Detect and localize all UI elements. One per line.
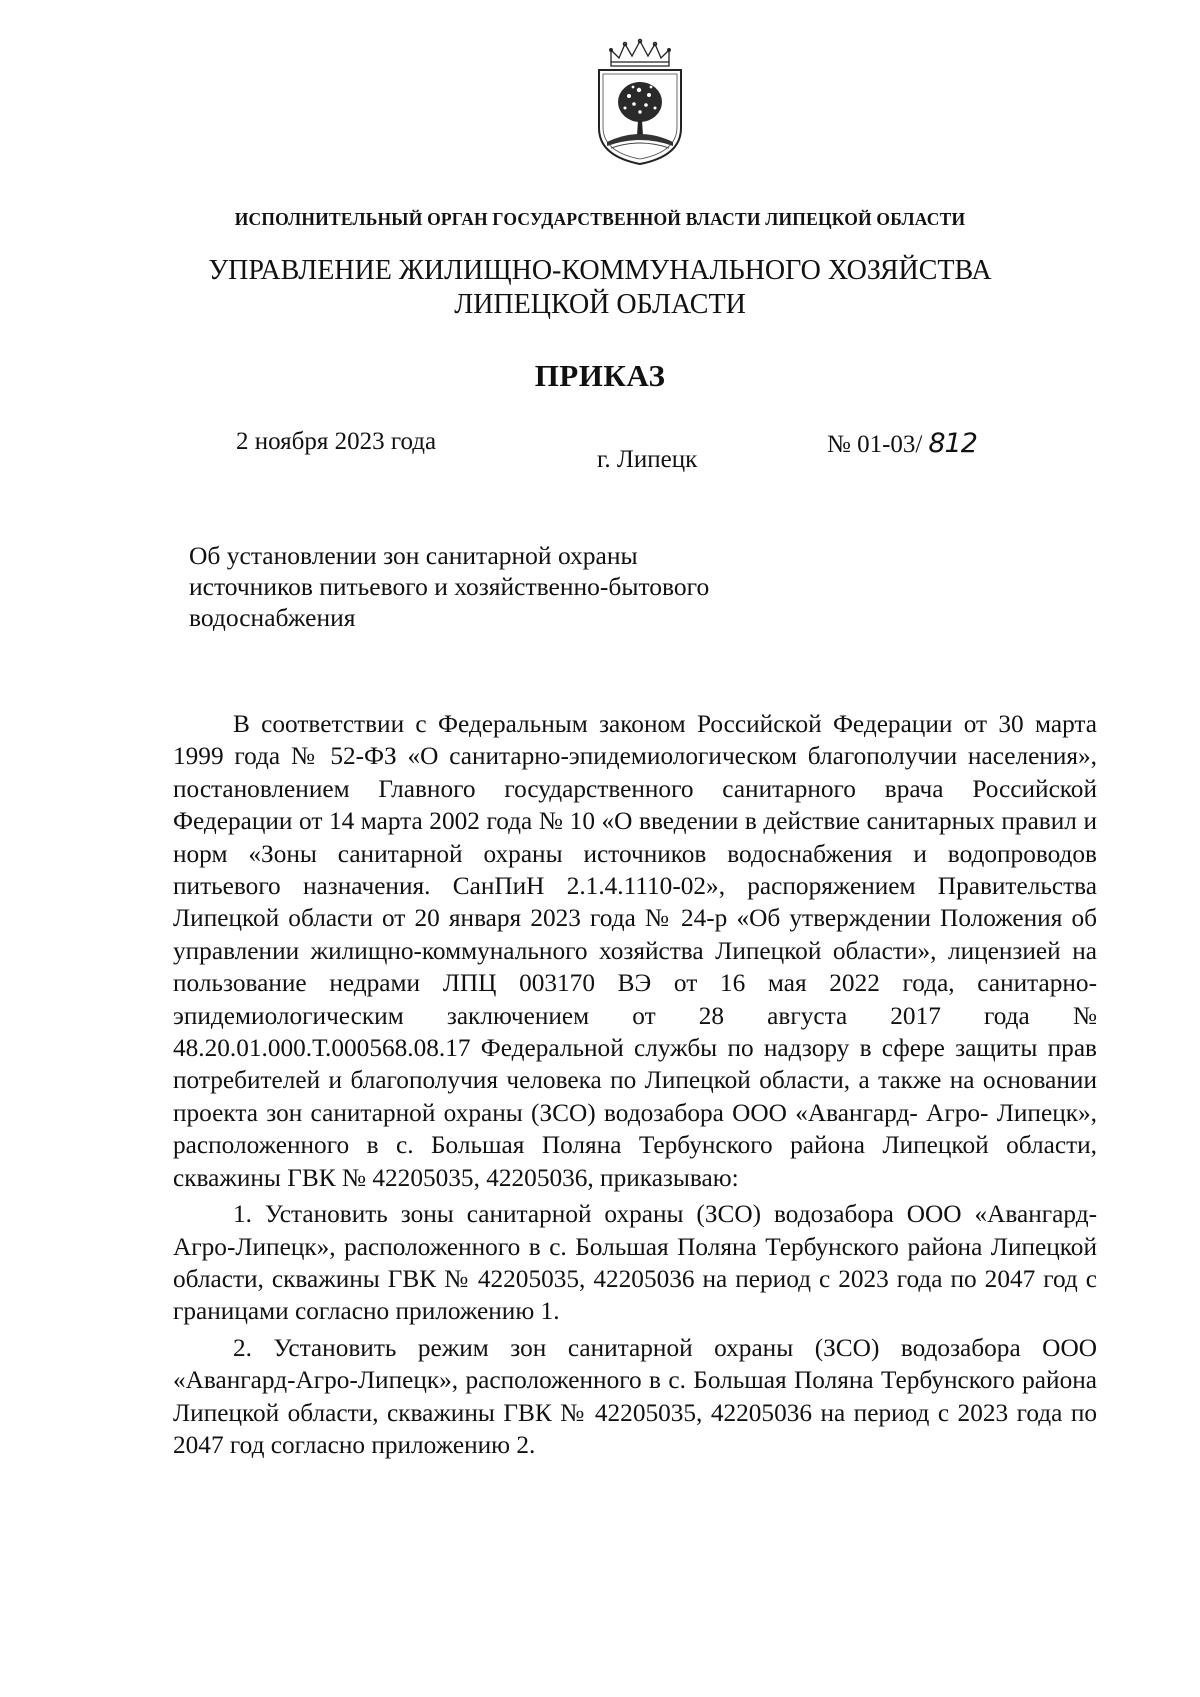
order-item-2: 2. Установить режим зон санитарной охраны (ЗСО) водозабора ООО «Авангард-Агро-Липецк», расположенного в с. Большая Поляна Тербунского района Липецкой области, скважины ГВК № 42205035, 42205036 на период с 2023 года по 2047 год согласно приложению 2. [173,1333,1097,1459]
organization-name: ИСПОЛНИТЕЛЬНЫЙ ОРГАН ГОСУДАРСТВЕННОЙ ВЛАСТИ ЛИПЕЦКОЙ ОБЛАСТИ [234,209,966,229]
department-name-line-1: УПРАВЛЕНИЕ ЖИЛИЩНО-КОММУНАЛЬНОГО ХОЗЯЙСТВА [208,255,992,286]
subject-line-2: источников питьевого и хозяйственно-бытового [189,572,710,601]
order-item-1: 1. Установить зоны санитарной охраны (ЗСО) водозабора ООО «Авангард-Агро-Липецк», расположенного в с. Большая Поляна Тербунского района Липецкой области, скважины ГВК № 42205035, 42205036 на период с 2023 года по 2047 год с границами согласно приложению 1. [173,1200,1097,1326]
document-type-title: ПРИКАЗ [534,358,666,393]
preamble-paragraph: В соответствии с Федеральным законом Российской Федерации от 30 марта 1999 года № 52-ФЗ «О санитарно-эпидемиологическом благополучии населения», постановлением Главного государственного санитарного врача Российской Федерации от 14 марта 2002 года № 10 «О введении в действие санитарных правил и норм «Зоны санитарной охраны источников водоснабжения и водопроводов питьевого назначения. СанПиН 2.1.4.1110-02», распоряжением Правительства Липецкой области от 20 января 2023 года № 24-р «Об утверждении Положения об управлении жилищно-коммунального хозяйства Липецкой области», лицензией на пользование недрами ЛПЦ 003170 ВЭ от 16 мая 2022 года, санитарно-эпидемиологическим заключением от 28 августа 2017 года № 48.20.01.000.Т.000568.08.17 Федеральной службы по надзору в сфере защиты прав потребителей и благополучия человека по Липецкой области, а также на основании проекта зон санитарной охраны (ЗСО) водозабора ООО «Авангард- Агро- Липецк», расположенного в с. Большая Поляна Тербунского района Липецкой области, скважины ГВК № 42205035, 42205036, приказываю: [173,710,1097,1192]
document-subject [189,540,829,633]
document-number-handwritten: 812 [928,428,977,459]
subject-line-1: Об установлении зон санитарной охраны [189,541,638,570]
lipetsk-region-coat-of-arms-icon [589,38,691,168]
document-body [173,708,1097,1461]
subject-line-3: водоснабжения [189,603,356,632]
department-name-line-2: ЛИПЕЦКОЙ ОБЛАСТИ [454,289,746,320]
document-number-prefix: № 01-03/ [827,431,923,458]
document-number [827,428,977,459]
document-date: 2 ноября 2023 года [236,428,437,455]
document-city: г. Липецк [597,446,698,473]
